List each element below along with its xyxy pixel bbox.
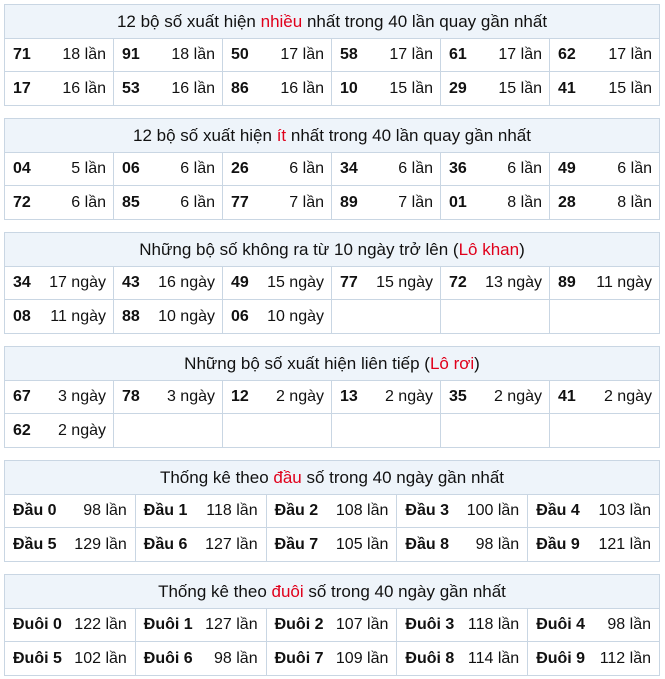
- cell-count: 6 lần: [398, 160, 433, 177]
- section-title-text: Những bộ số xuất hiện liên tiếp (: [184, 354, 430, 373]
- cell-count: 3 ngày: [166, 388, 215, 405]
- stats-cell: [114, 300, 223, 333]
- stats-cell: [5, 153, 114, 186]
- cell-count: 2 ngày: [384, 388, 433, 405]
- cell-count: 6 lần: [289, 160, 324, 177]
- cell-key: 28: [558, 193, 576, 211]
- stats-cell: [136, 528, 267, 561]
- cell-count: 15 ngày: [376, 274, 433, 291]
- section-title-text: nhất trong 40 lần quay gần nhất: [302, 12, 548, 31]
- cell-count: 2 ngày: [57, 421, 106, 439]
- cell-key: 72: [449, 274, 467, 291]
- cell-key: 17: [13, 79, 31, 97]
- stats-cell: [397, 528, 528, 561]
- cell-count: 7 lần: [289, 193, 324, 211]
- section-title-text: 12 bộ số xuất hiện: [133, 126, 277, 145]
- cell-key: 89: [558, 274, 576, 291]
- stats-cell: [550, 381, 659, 414]
- cell-key: 53: [122, 79, 140, 97]
- cell-count: 122 lần: [74, 616, 127, 633]
- cell-count: 10 ngày: [158, 307, 215, 325]
- section-title-text: Thống kê theo: [159, 468, 274, 487]
- cell-count: 6 lần: [180, 193, 215, 211]
- empty-cell: [332, 414, 441, 447]
- cell-key: 41: [558, 79, 576, 97]
- stats-cell: [5, 528, 136, 561]
- cell-key: 12: [231, 388, 249, 405]
- cell-key: Đuôi 7: [274, 649, 324, 667]
- cell-count: 5 lần: [71, 160, 106, 177]
- cell-key: Đuôi 9: [536, 649, 586, 667]
- cell-count: 15 ngày: [267, 274, 324, 291]
- stats-cell: [441, 72, 550, 105]
- stats-cell: [5, 495, 136, 528]
- stats-cell: [136, 495, 267, 528]
- cell-key: 26: [231, 160, 249, 177]
- section-title-text: Thống kê theo: [158, 582, 272, 601]
- stats-cell: [267, 528, 398, 561]
- stats-cell: [550, 153, 659, 186]
- section-title-text: Những bộ số không ra từ 10 ngày trở lên (: [139, 240, 459, 259]
- stats-cell: [397, 495, 528, 528]
- cell-count: 6 lần: [507, 160, 542, 177]
- stats-cell: [5, 414, 114, 447]
- cell-count: 98 lần: [214, 649, 258, 667]
- section-title-text: số trong 40 ngày gần nhất: [301, 468, 505, 487]
- cell-key: 34: [13, 274, 31, 291]
- stats-cell: [550, 186, 659, 219]
- stats-cell: [441, 267, 550, 300]
- cell-key: 43: [122, 274, 140, 291]
- cell-key: Đầu 8: [405, 535, 449, 553]
- cell-count: 107 lần: [335, 616, 389, 633]
- stats-cell: [223, 72, 332, 105]
- cell-key: Đầu 7: [274, 535, 319, 553]
- stats-cell: [136, 609, 267, 642]
- section-title-text: nhất trong 40 lần quay gần nhất: [286, 126, 531, 145]
- cell-count: 98 lần: [607, 616, 651, 633]
- stats-section-3: [4, 346, 660, 448]
- cell-key: Đuôi 1: [143, 616, 193, 633]
- cell-key: 71: [13, 46, 31, 63]
- section-title-text: 12 bộ số xuất hiện: [116, 12, 261, 31]
- stats-cell: [550, 267, 659, 300]
- cell-count: 8 lần: [507, 193, 542, 211]
- cell-key: Đầu 3: [405, 502, 449, 519]
- cell-count: 17 lần: [389, 46, 433, 63]
- stats-row: [5, 300, 659, 333]
- cell-count: 17 ngày: [49, 274, 106, 291]
- cell-key: 34: [340, 160, 358, 177]
- cell-count: 18 lần: [62, 46, 106, 63]
- stats-cell: [223, 153, 332, 186]
- section-title-highlight: ít: [276, 126, 287, 145]
- section-title: [5, 5, 659, 39]
- cell-key: Đầu 5: [13, 535, 57, 553]
- stats-cell: [332, 153, 441, 186]
- stats-cell: [332, 186, 441, 219]
- cell-key: 89: [340, 193, 358, 211]
- cell-key: 67: [13, 388, 31, 405]
- cell-count: 112 lần: [599, 649, 651, 667]
- cell-key: 06: [231, 307, 249, 325]
- stats-row: [5, 39, 659, 72]
- stats-cell: [332, 39, 441, 72]
- section-title-highlight: nhiều: [260, 12, 303, 31]
- cell-key: 62: [13, 421, 31, 439]
- stats-section-1: [4, 118, 660, 220]
- cell-count: 7 lần: [398, 193, 433, 211]
- cell-key: 58: [340, 46, 358, 63]
- stats-cell: [114, 267, 223, 300]
- section-title: [5, 575, 659, 609]
- cell-count: 16 lần: [62, 79, 106, 97]
- cell-count: 6 lần: [617, 160, 652, 177]
- cell-count: 108 lần: [335, 502, 389, 519]
- cell-key: 62: [558, 46, 576, 63]
- cell-count: 121 lần: [598, 535, 651, 553]
- cell-key: Đuôi 6: [143, 649, 193, 667]
- cell-key: Đuôi 8: [405, 649, 455, 667]
- stats-row: [5, 186, 659, 219]
- stats-cell: [5, 642, 136, 675]
- cell-count: 98 lần: [83, 502, 127, 519]
- cell-key: Đầu 6: [143, 535, 188, 553]
- cell-count: 8 lần: [617, 193, 652, 211]
- cell-key: Đuôi 0: [13, 616, 62, 633]
- cell-count: 98 lần: [475, 535, 520, 553]
- cell-key: 36: [449, 160, 467, 177]
- cell-key: 08: [13, 307, 31, 325]
- cell-count: 17 lần: [498, 46, 542, 63]
- stats-cell: [114, 186, 223, 219]
- section-title: [5, 461, 659, 495]
- cell-key: 85: [122, 193, 140, 211]
- stats-cell: [5, 267, 114, 300]
- stats-cell: [223, 300, 332, 333]
- stats-cell: [114, 381, 223, 414]
- cell-count: 114 lần: [467, 649, 520, 667]
- stats-row: [5, 495, 659, 528]
- stats-row: [5, 414, 659, 447]
- stats-row: [5, 153, 659, 186]
- cell-count: 15 lần: [498, 79, 542, 97]
- cell-count: 2 ngày: [275, 388, 324, 405]
- stats-cell: [5, 381, 114, 414]
- cell-count: 10 ngày: [267, 307, 324, 325]
- cell-key: Đầu 9: [536, 535, 580, 553]
- stats-cell: [223, 267, 332, 300]
- cell-count: 6 lần: [71, 193, 106, 211]
- cell-count: 105 lần: [335, 535, 389, 553]
- cell-count: 109 lần: [335, 649, 389, 667]
- section-title: [5, 233, 659, 267]
- stats-cell: [267, 609, 398, 642]
- stats-cell: [223, 381, 332, 414]
- stats-cell: [332, 381, 441, 414]
- cell-key: 35: [449, 388, 467, 405]
- cell-key: 04: [13, 160, 31, 177]
- stats-cell: [5, 186, 114, 219]
- cell-count: 18 lần: [171, 46, 215, 63]
- cell-count: 100 lần: [466, 502, 520, 519]
- cell-key: 10: [340, 79, 358, 97]
- stats-row: [5, 642, 659, 675]
- stats-section-4: [4, 460, 660, 562]
- stats-cell: [550, 72, 659, 105]
- stats-section-2: [4, 232, 660, 334]
- cell-key: 29: [449, 79, 467, 97]
- cell-key: 72: [13, 193, 31, 211]
- cell-count: 127 lần: [205, 535, 258, 553]
- cell-count: 103 lần: [598, 502, 651, 519]
- cell-key: 91: [122, 46, 140, 63]
- stats-cell: [267, 495, 398, 528]
- stats-cell: [528, 528, 659, 561]
- cell-key: Đầu 2: [274, 502, 319, 519]
- stats-cell: [441, 153, 550, 186]
- cell-key: Đầu 0: [13, 502, 57, 519]
- cell-key: Đuôi 2: [274, 616, 324, 633]
- stats-cell: [441, 186, 550, 219]
- stats-cell: [114, 153, 223, 186]
- section-title: [5, 119, 659, 153]
- empty-cell: [550, 300, 659, 333]
- empty-cell: [441, 414, 550, 447]
- stats-cell: [397, 642, 528, 675]
- cell-key: 49: [231, 274, 249, 291]
- stats-cell: [550, 39, 659, 72]
- cell-key: 13: [340, 388, 358, 405]
- cell-key: Đuôi 5: [13, 649, 62, 667]
- empty-cell: [332, 300, 441, 333]
- stats-section-0: [4, 4, 660, 106]
- cell-key: 88: [122, 307, 140, 325]
- cell-count: 118 lần: [467, 616, 520, 633]
- stats-row: [5, 528, 659, 561]
- empty-cell: [114, 414, 223, 447]
- cell-count: 16 ngày: [158, 274, 215, 291]
- stats-section-5: [4, 574, 660, 676]
- cell-key: 49: [558, 160, 576, 177]
- cell-key: 01: [449, 193, 467, 211]
- cell-count: 11 ngày: [50, 307, 106, 325]
- cell-count: 17 lần: [608, 46, 652, 63]
- section-title-highlight: đuôi: [271, 582, 304, 601]
- stats-cell: [528, 642, 659, 675]
- stats-cell: [5, 609, 136, 642]
- cell-key: Đầu 1: [143, 502, 188, 519]
- empty-cell: [223, 414, 332, 447]
- cell-count: 2 ngày: [493, 388, 542, 405]
- section-title-highlight: Lô rơi: [429, 354, 475, 373]
- stats-cell: [267, 642, 398, 675]
- stats-cell: [136, 642, 267, 675]
- stats-cell: [528, 609, 659, 642]
- cell-key: 06: [122, 160, 140, 177]
- stats-cell: [114, 39, 223, 72]
- stats-cell: [5, 72, 114, 105]
- stats-cell: [5, 300, 114, 333]
- cell-key: 86: [231, 79, 249, 97]
- cell-count: 3 ngày: [57, 388, 106, 405]
- cell-count: 127 lần: [205, 616, 258, 633]
- section-title: [5, 347, 659, 381]
- stats-cell: [223, 39, 332, 72]
- stats-row: [5, 267, 659, 300]
- stats-cell: [223, 186, 332, 219]
- stats-cell: [332, 267, 441, 300]
- stats-cell: [528, 495, 659, 528]
- stats-row: [5, 72, 659, 105]
- cell-count: 129 lần: [74, 535, 127, 553]
- cell-count: 2 ngày: [603, 388, 652, 405]
- empty-cell: [550, 414, 659, 447]
- cell-key: 50: [231, 46, 249, 63]
- cell-key: Đuôi 4: [536, 616, 586, 633]
- stats-cell: [332, 72, 441, 105]
- stats-cell: [397, 609, 528, 642]
- cell-key: 77: [340, 274, 358, 291]
- cell-count: 6 lần: [180, 160, 215, 177]
- cell-key: 77: [231, 193, 249, 211]
- section-title-highlight: Lô khan: [458, 240, 520, 259]
- cell-key: 78: [122, 388, 140, 405]
- section-title-highlight: đầu: [273, 468, 302, 487]
- cell-key: Đầu 4: [536, 502, 580, 519]
- empty-cell: [441, 300, 550, 333]
- section-title-text: số trong 40 ngày gần nhất: [303, 582, 506, 601]
- cell-count: 16 lần: [280, 79, 324, 97]
- stats-cell: [114, 72, 223, 105]
- stats-cell: [5, 39, 114, 72]
- cell-count: 16 lần: [171, 79, 215, 97]
- cell-count: 13 ngày: [485, 274, 542, 291]
- stats-cell: [441, 39, 550, 72]
- cell-key: 61: [449, 46, 467, 63]
- cell-key: 41: [558, 388, 576, 405]
- cell-key: Đuôi 3: [405, 616, 455, 633]
- cell-count: 15 lần: [389, 79, 433, 97]
- section-title-text: ): [519, 240, 525, 259]
- cell-count: 15 lần: [608, 79, 652, 97]
- stats-row: [5, 381, 659, 414]
- cell-count: 102 lần: [74, 649, 127, 667]
- section-title-text: ): [474, 354, 480, 373]
- stats-row: [5, 609, 659, 642]
- cell-count: 17 lần: [280, 46, 324, 63]
- cell-count: 118 lần: [206, 502, 258, 519]
- cell-count: 11 ngày: [596, 274, 652, 291]
- stats-cell: [441, 381, 550, 414]
